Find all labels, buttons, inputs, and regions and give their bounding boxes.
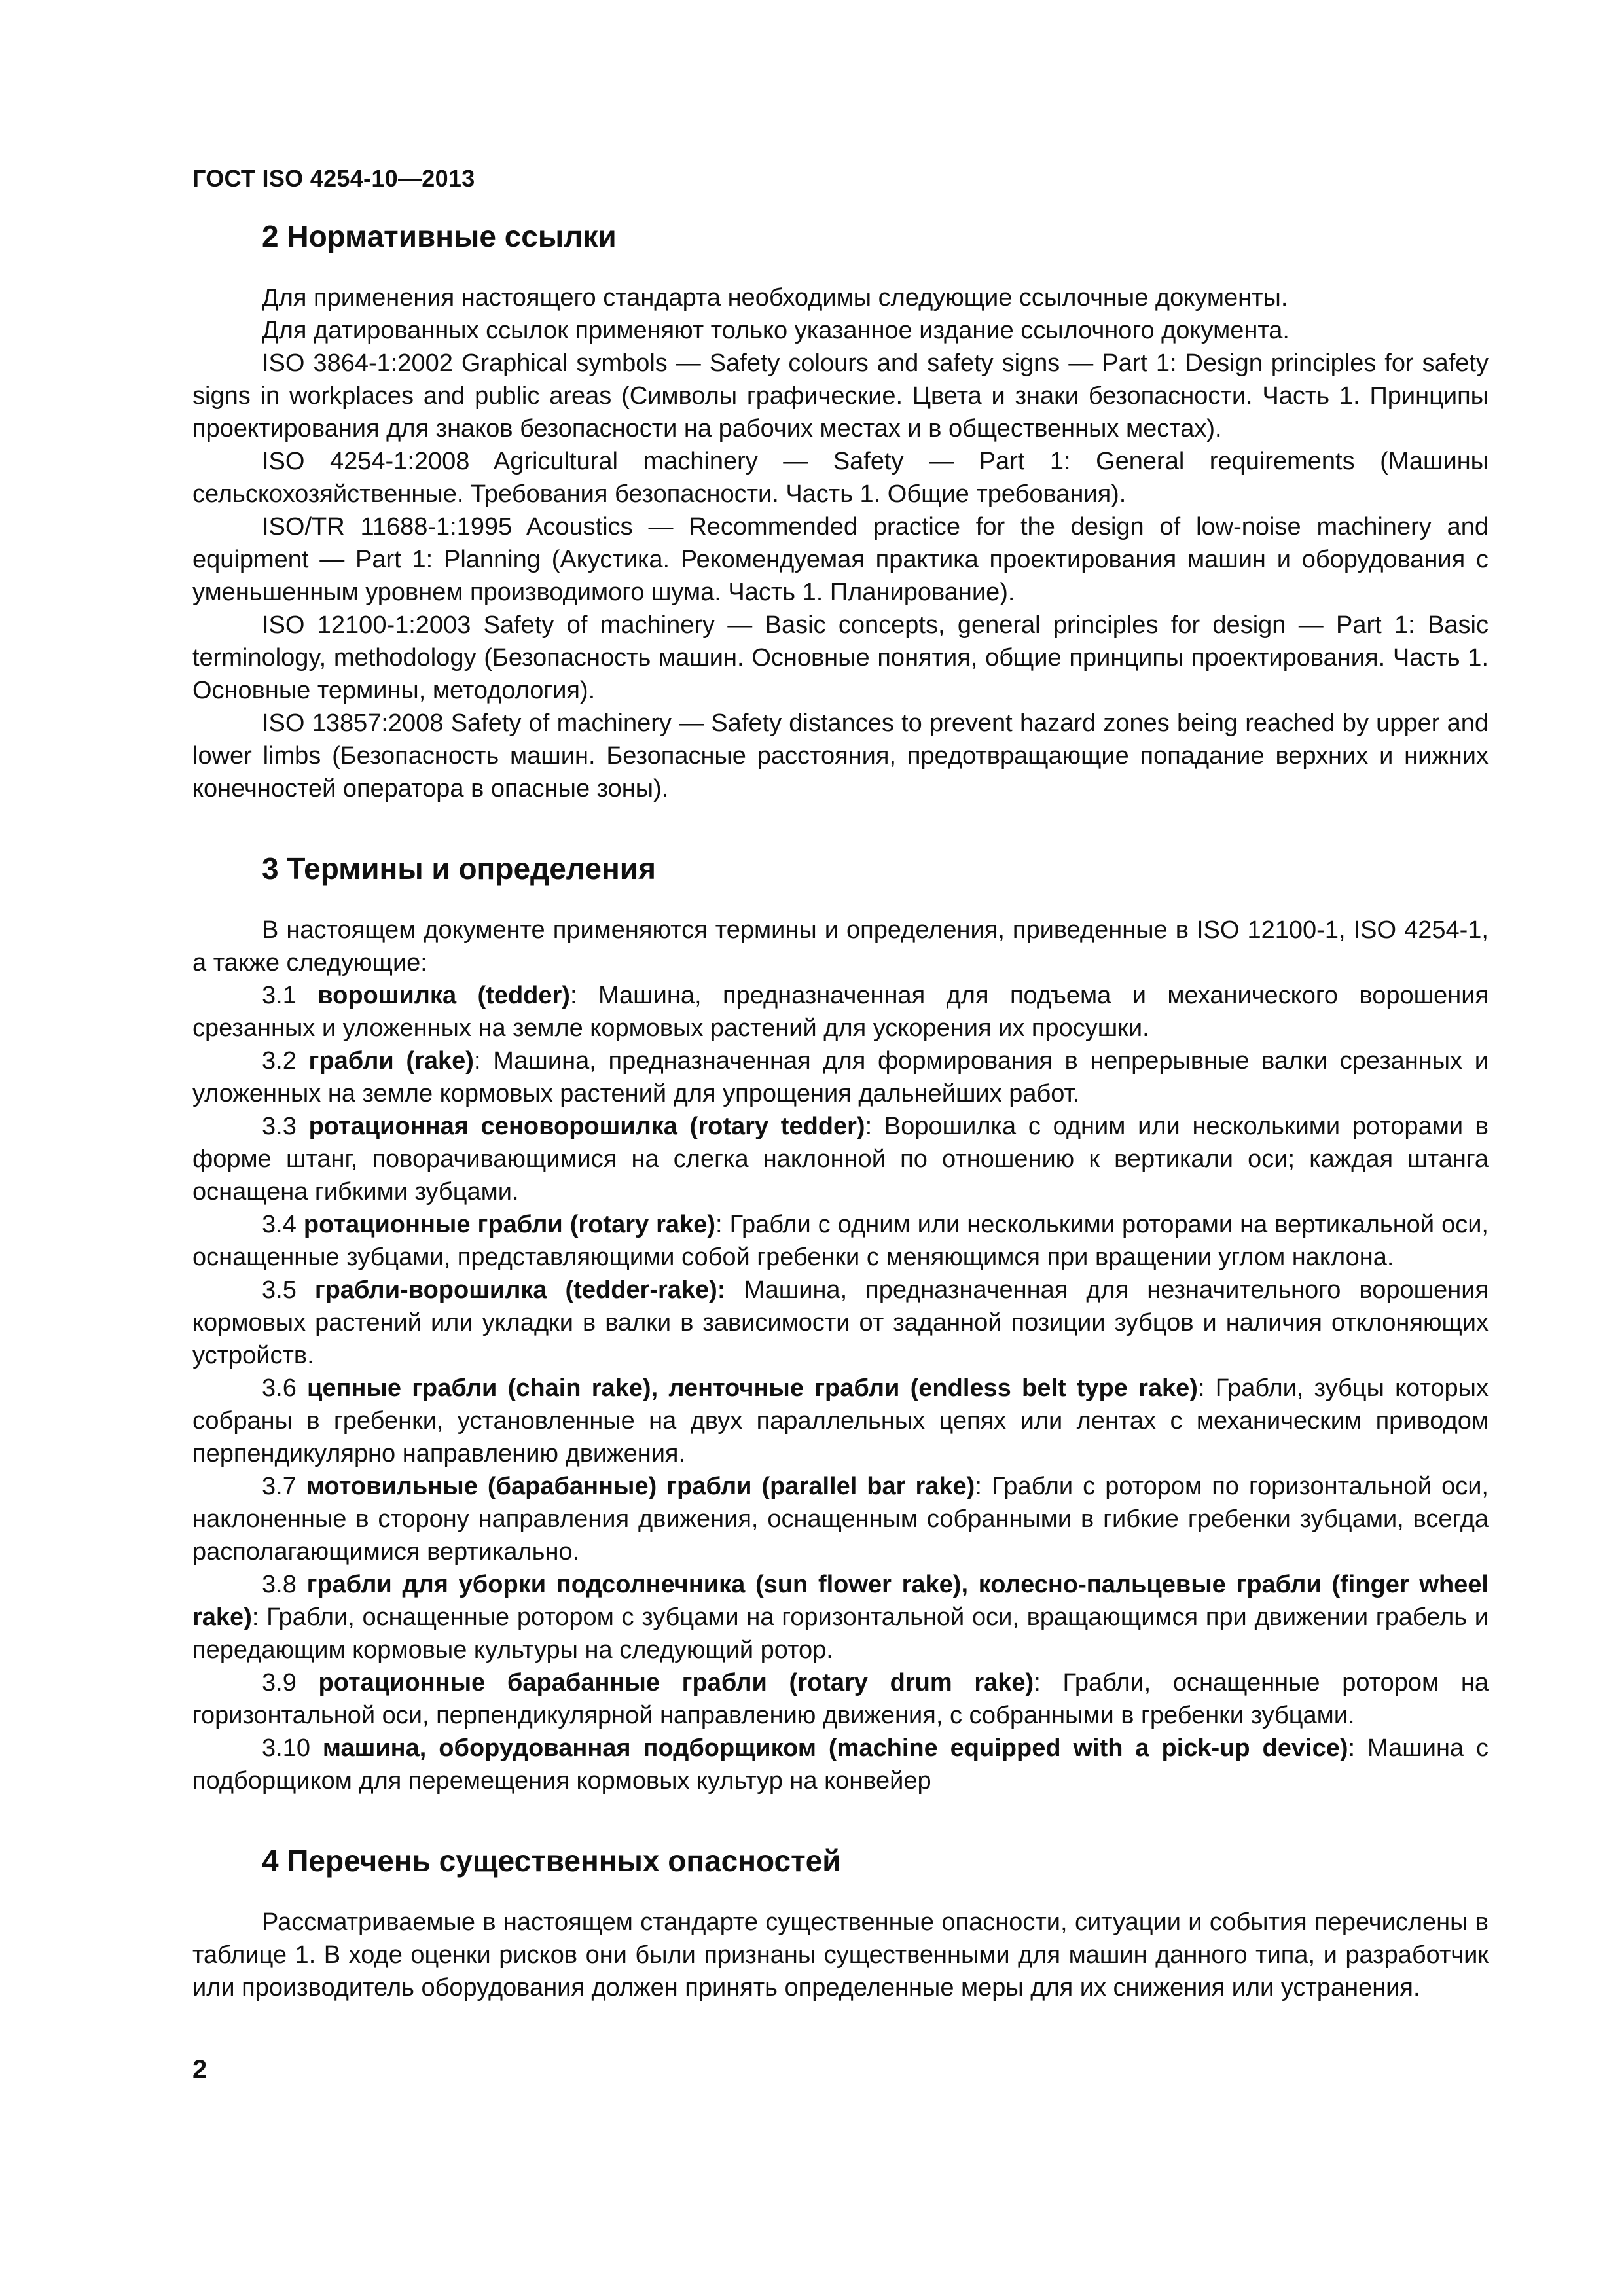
section-hazards-list <box>192 1840 1489 2004</box>
paragraph-text: Для датированных ссылок применяют только указанное издание ссылочного документа. <box>262 317 1290 344</box>
paragraph <box>192 314 1489 347</box>
clause-number: 3.6 <box>262 1374 308 1402</box>
paragraph <box>192 445 1489 511</box>
paragraph-text: : Машина, предназначенная для подъема и механического ворошения срезанных и уложенных на земле кормовых растений для ускорения их просушки. <box>192 982 1489 1042</box>
section-title: 3 Термины и определения <box>262 852 656 886</box>
paragraph <box>192 1906 1489 2004</box>
clause-number: 3.3 <box>262 1113 309 1140</box>
paragraph-text: ISO/TR 11688-1:1995 Acoustics — Recommended practice for the design of low-noise machinery and equipment — Part 1: Planning (Акустика. Рекомендуемая практика проектирования машин и оборудования с уменьшенным уровнем производимого шума. Часть 1. Планирование). <box>192 513 1489 606</box>
clause-number: 3.1 <box>262 982 318 1009</box>
term: мотовильные (барабанные) грабли (parallel bar rake) <box>306 1473 975 1500</box>
section-title: 4 Перечень существенных опасностей <box>262 1844 841 1878</box>
term-definition <box>192 1666 1489 1732</box>
paragraph-text: : Ворошилка с одним или несколькими роторами в форме штанг, поворачивающимися на слегка наклонной по отношению к вертикали оси; каждая штанга оснащена гибкими зубцами. <box>192 1113 1489 1206</box>
term: ротационные грабли (rotary rake) <box>303 1211 715 1238</box>
term-definition <box>192 1274 1489 1372</box>
paragraph-text: ISO 12100-1:2003 Safety of machinery — Basic concepts, general principles for design — Part 1: Basic terminology, methodology (Безопасность машин. Основные понятия, общие принципы проектирования. Часть 1. Основные термины, методология). <box>192 611 1489 704</box>
section-title: 2 Нормативные ссылки <box>262 219 617 253</box>
term: ворошилка (tedder) <box>317 982 570 1009</box>
paragraph-text: : Грабли с ротором по горизонтальной оси, наклоненные в сторону направления движения, оснащенным собранными в гибкие гребенки зубцами, всегда располагающимися вертикально. <box>192 1473 1489 1566</box>
paragraph-text: : Грабли, зубцы которых собраны в гребенки, установленные на двух параллельных цепях или лентах с механическим приводом перпендикулярно направлению движения. <box>192 1374 1489 1467</box>
section-body <box>192 914 1489 1797</box>
paragraph-text: ISO 3864-1:2002 Graphical symbols — Safety colours and safety signs — Part 1: Design principles for safety signs in workplaces and public areas (Символы графические. Цвета и знаки безопасности. Часть 1. Принципы проектирования для знаков безопасности на рабочих местах и в общественных местах). <box>192 350 1489 442</box>
term: ротационная сеноворошилка (rotary tedder) <box>308 1113 865 1140</box>
term-definition <box>192 1568 1489 1666</box>
paragraph <box>192 511 1489 609</box>
paragraph-text: : Грабли с одним или несколькими роторами на вертикальной оси, оснащенные зубцами, представляющими собой гребенки с меняющимся при вращении углом наклона. <box>192 1211 1489 1271</box>
term: грабли-ворошилка (tedder-rake): <box>314 1276 726 1304</box>
paragraph-text: Для применения настоящего стандарта необходимы следующие ссылочные документы. <box>262 284 1288 312</box>
paragraph <box>192 914 1489 979</box>
paragraph-text: ISO 13857:2008 Safety of machinery — Safety distances to prevent hazard zones being reached by upper and lower limbs (Безопасность машин. Безопасные расстояния, предотвращающие попадание верхних и нижних конечностей оператора в опасные зоны). <box>192 709 1489 802</box>
term-definition <box>192 1732 1489 1797</box>
section-body <box>192 281 1489 805</box>
term-definition <box>192 1208 1489 1274</box>
paragraph-text: Рассматриваемые в настоящем стандарте существенные опасности, ситуации и события перечислены в таблице 1. В ходе оценки рисков они были признаны существенными для машин данного типа, и разработчик или производитель оборудования должен принять определенные меры для их снижения или устранения. <box>192 1909 1489 2001</box>
clause-number: 3.10 <box>262 1734 323 1762</box>
term: цепные грабли (chain rake), ленточные грабли (endless belt type rake) <box>307 1374 1198 1402</box>
term: машина, оборудованная подборщиком (machine equipped with a pick-up device) <box>322 1734 1348 1762</box>
term: ротационные барабанные грабли (rotary drum rake) <box>318 1669 1034 1696</box>
term-definition <box>192 1372 1489 1470</box>
clause-number: 3.9 <box>262 1669 319 1696</box>
term-definition <box>192 1045 1489 1110</box>
clause-number: 3.4 <box>262 1211 304 1238</box>
paragraph-text: Машина, предназначенная для незначительного ворошения кормовых растений или укладки в валки в зависимости от заданной позиции зубцов и наличия отклоняющих устройств. <box>192 1276 1489 1369</box>
paragraph-text: : Грабли, оснащенные ротором с зубцами на горизонтальной оси, вращающимся при движении грабель и передающим кормовые культуры на следующий ротор. <box>192 1604 1489 1664</box>
term-definition <box>192 1470 1489 1568</box>
term-definition <box>192 979 1489 1045</box>
paragraph-text: В настоящем документе применяются термины и определения, приведенные в ISO 12100-1, ISO 4254-1, а также следующие: <box>192 916 1489 977</box>
page-content <box>192 216 1489 2047</box>
term-definition <box>192 1110 1489 1208</box>
clause-number: 3.8 <box>262 1571 307 1598</box>
section-terms-definitions <box>192 848 1489 1797</box>
document-code-header: ГОСТ ISO 4254-10—2013 <box>192 165 475 192</box>
paragraph <box>192 609 1489 707</box>
section-body <box>192 1906 1489 2004</box>
clause-number: 3.2 <box>262 1047 309 1075</box>
paragraph-text: : Машина, предназначенная для формирования в непрерывные валки срезанных и уложенных на земле кормовых растений для упрощения дальнейших работ. <box>192 1047 1489 1107</box>
paragraph <box>192 707 1489 805</box>
section-normative-references <box>192 216 1489 805</box>
term: грабли (rake) <box>308 1047 474 1075</box>
page-number: 2 <box>192 2055 208 2084</box>
clause-number: 3.5 <box>262 1276 315 1304</box>
clause-number: 3.7 <box>262 1473 306 1500</box>
paragraph-text: ISO 4254-1:2008 Agricultural machinery — Safety — Part 1: General requirements (Машины сельскохозяйственные. Требования безопасности. Часть 1. Общие требования). <box>192 448 1489 508</box>
paragraph <box>192 347 1489 445</box>
paragraph-text: : Грабли, оснащенные ротором на горизонтальной оси, перпендикулярной направлению движения, с собранными в гребенки зубцами. <box>192 1669 1489 1729</box>
paragraph <box>192 281 1489 314</box>
term: грабли для уборки подсолнечника (sun flower rake), колесно-пальцевые грабли (finger wheel rake) <box>192 1571 1489 1631</box>
paragraph-text: : Машина с подборщиком для перемещения кормовых культур на конвейер <box>192 1734 1489 1795</box>
